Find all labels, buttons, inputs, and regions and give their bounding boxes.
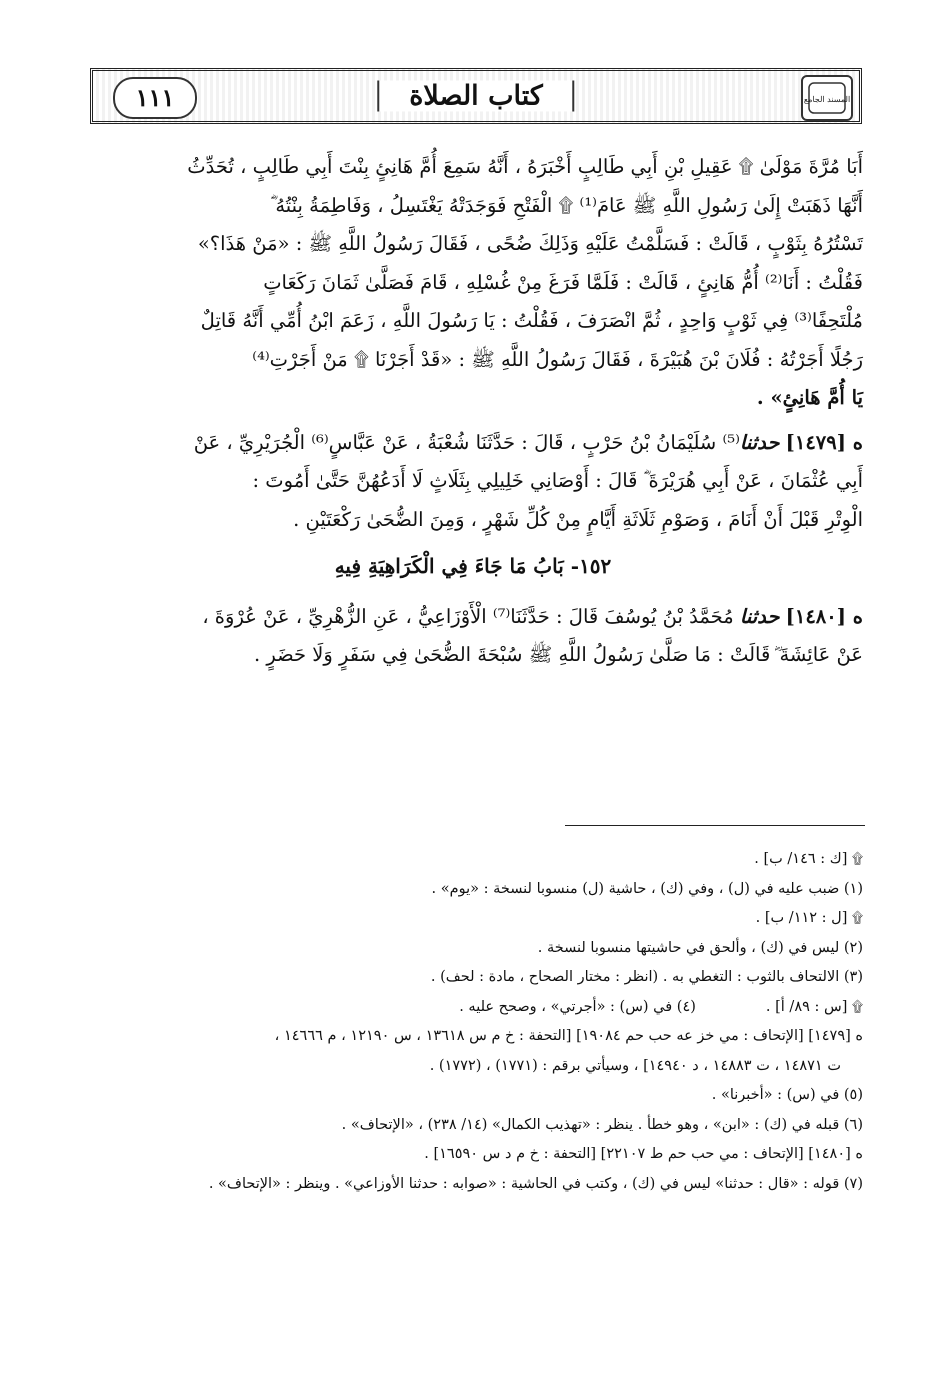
footnote: (٦) قبله في (ك) : «ابن» ، وهو خطأ . ينظر : «تهذيب الكمال» (١٤/ ٢٣٨) ، «الإتحاف» . (341, 1116, 863, 1133)
book-title: كتاب الصلاة (377, 81, 574, 112)
text-line: رَجُلًا أَجَرْتُهُ : فُلَانَ بْنَ هُبَيْرَةَ ، فَقَالَ رَسُولُ اللَّهِ ﷺ : «قَدْ أَجَرْنَا ۩ مَنْ أَجَرْتِ⁽⁴⁾ (252, 347, 863, 371)
hadith-number: ه [١٤٧٩] (785, 430, 863, 454)
text-line: أَنَّهَا ذَهَبَتْ إِلَىٰ رَسُولِ اللَّهِ ﷺ عَامَ⁽¹⁾ ۩ الْفَتْحِ فَوَجَدَتْهُ يَغْتَسِلُ ، وَفَاطِمَةُ بِنْتُهُ ؓ (270, 193, 863, 217)
footnote: ۩ [ل : ١١٢/ ب] . (755, 910, 863, 926)
takhrij-note-cont: ت ١٤٨٧١ ، ت ١٤٨٨٣ ، د ١٤٩٤٠] ، وسيأتي برقم : (١٧٧١) ، (١٧٧٢) . (429, 1057, 841, 1074)
text-line: أَبَا مُرَّةَ مَوْلَىٰ ۩ عَقِيلِ بْنِ أَبِي طَالِبٍ أَخْبَرَهُ ، أَنَّهُ سَمِعَ أُمَّ هَانِئٍ بِنْتَ أَبِي طَالِبٍ ، تُحَدِّثُ (187, 155, 863, 178)
svg-text:المسند الجامع: المسند الجامع (803, 95, 851, 104)
text-line: يَا أُمَّ هَانِئٍ» . (756, 386, 863, 409)
hadith-1480 (83, 598, 863, 675)
footnote-divider (565, 825, 865, 826)
text-line: الْوِتْرِ قَبْلَ أَنْ أَنَامَ ، وَصَوْمِ ثَلَاثَةِ أَيَّامٍ مِنْ كُلِّ شَهْرٍ ، وَمِنَ الضُّحَىٰ رَكْعَتَيْنِ . (293, 507, 863, 531)
seal-emblem-icon (801, 75, 853, 121)
takhrij-note: ه [١٤٨٠] [الإتحاف : مي حب حم ط ٢٢١٠٧] [التحفة : خ م د س ١٦٥٩٠] . (424, 1146, 863, 1162)
text-line: عَنْ عَائِشَةَ ؓ قَالَتْ : مَا صَلَّىٰ رَسُولُ اللَّهِ ﷺ سُبْحَةَ الضُّحَىٰ فِي سَفَرٍ وَلَا حَضَرٍ . (253, 643, 863, 666)
text-line (83, 598, 863, 637)
footnote: (٣) الالتحاف بالثوب : التغطي به . (انظر : مختار الصحاح ، مادة : لحف) . (430, 969, 863, 985)
text-line: أَبِي عُثْمَانَ ، عَنْ أَبِي هُرَيْرَةَ ؓ قَالَ : أَوْصَانِي خَلِيلِي بِثَلَاثٍ لَا أَدَعُهُنَّ حَتَّىٰ أَمُوتَ : (252, 469, 863, 492)
text-line: فَقُلْتُ : أَنَا⁽²⁾ أُمُّ هَانِئٍ ، قَالَتْ : فَلَمَّا فَرَغَ مِنْ غُسْلِهِ ، قَامَ فَصَلَّىٰ ثَمَانَ رَكَعَاتٍ (263, 270, 863, 294)
main-text (83, 148, 863, 681)
footnote-pair (73, 993, 863, 1023)
text-line-content: مُحَمَّدُ بْنُ يُوسُفَ قَالَ : حَدَّثَنَا⁽⁷⁾ الْأَوْزَاعِيُّ ، عَنِ الزُّهْرِيِّ ، عَنْ عُرْوَةَ ، (202, 604, 740, 628)
haddathana-label: حدثنا (739, 430, 780, 454)
text-line: تَسْتُرُهُ بِثَوْبٍ ، قَالَتْ : فَسَلَّمْتُ عَلَيْهِ وَذَلِكَ ضُحًى ، فَقَالَ رَسُولُ اللَّهِ ﷺ : «مَنْ هَذَا؟» (197, 232, 863, 255)
footnote: ۩ [ك : ١٤٦/ ب] . (754, 851, 863, 867)
haddathana-label: حدثنا (739, 604, 780, 628)
chapter-heading: ١٥٢- بَابُ مَا جَاءَ فِي الْكَرَاهِيَةِ فِيهِ (334, 554, 612, 578)
text-line (83, 424, 863, 463)
takhrij-note: ه [١٤٧٩] [الإتحاف : مي خز عه حب حم ١٩٠٨٤] [التحفة : خ م س ١٣٦١٨ ، س ١٢١٩٠ ، م ١٤٦٦٦ ، (274, 1028, 863, 1044)
page-header (90, 68, 862, 124)
text-line: مُلْتَحِفًا⁽³⁾ فِي ثَوْبٍ وَاحِدٍ ، ثُمَّ انْصَرَفَ ، فَقُلْتُ : يَا رَسُولَ اللَّهِ ، زَعَمَ ابْنُ أُمِّي أَنَّهُ قَاتِلٌ (200, 309, 863, 332)
paragraph-continuation (83, 148, 863, 418)
page-number: ١١١ (113, 77, 197, 119)
hadith-1479 (83, 424, 863, 540)
footnote: (٤) في (س) : «أجرتي» ، وصحح عليه . (459, 998, 696, 1015)
footnote: ۩ [س : ٨٩/ أ] . (765, 998, 863, 1015)
footnote: (٥) في (س) : «أخبرنا» . (711, 1087, 863, 1103)
footnote: (٧) قوله : «قال : حدثنا» ليس في (ك) ، وكتب في الحاشية : «صوابه : حدثنا الأوزاعي» . وينظر : «الإتحاف» . (208, 1175, 863, 1192)
footnote: (٢) ليس في (ك) ، وألحق في حاشيتها منسوبا لنسخة . (537, 939, 863, 956)
footnotes (73, 845, 863, 1199)
text-line-content: ⁽⁵⁾ سُلَيْمَانُ بْنُ حَرْبٍ ، قَالَ : حَدَّثَنَا شُعْبَةُ ، عَنْ عَبَّاسٍ⁽⁶⁾ الْجُرَيْرِيِّ ، عَنْ (193, 430, 740, 454)
hadith-number: ه [١٤٨٠] (785, 604, 863, 628)
footnote: (١) ضبب عليه في (ل) ، وفي (ك) ، حاشية (ل) منسوبا لنسخة : «يوم» . (431, 880, 863, 897)
